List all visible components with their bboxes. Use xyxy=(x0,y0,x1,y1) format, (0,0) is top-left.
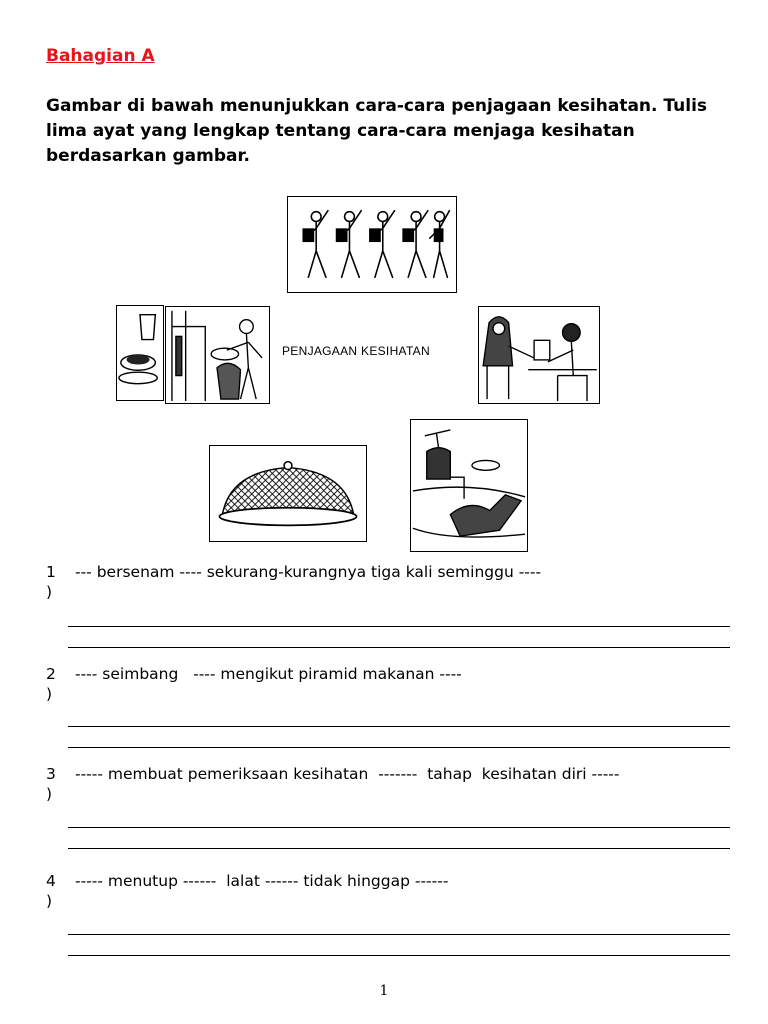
question-paren: ) xyxy=(46,892,53,910)
answer-line[interactable] xyxy=(68,747,730,748)
waste-disposal-icon xyxy=(165,306,270,404)
question-number: 4 xyxy=(46,872,56,890)
question-hint: --- bersenam ---- sekurang-kurangnya tiga kali seminggu ---- xyxy=(75,563,542,581)
answer-line[interactable] xyxy=(68,827,730,828)
page-number: 1 xyxy=(379,983,389,999)
instruction-text: Gambar di bawah menunjukkan cara-cara penjagaan kesihatan. Tulis lima ayat yang lengkap tentang cara-cara menjaga kesihatan berdasarkan gambar. xyxy=(46,96,708,166)
question-paren: ) xyxy=(46,583,53,601)
question-number: 2 xyxy=(46,665,56,683)
question-number: 3 xyxy=(46,765,56,783)
answer-line[interactable] xyxy=(68,647,730,648)
exercise-group-icon xyxy=(287,196,457,293)
hand-washing-icon xyxy=(410,419,528,552)
medical-checkup-icon xyxy=(478,306,600,404)
question-number: 1 xyxy=(46,563,56,581)
answer-line[interactable] xyxy=(68,726,730,727)
question-hint: ---- seimbang ---- mengikut piramid makanan ---- xyxy=(75,665,462,683)
question-hint: ----- menutup ------ lalat ------ tidak hinggap ------ xyxy=(75,872,449,890)
food-cover-icon xyxy=(209,445,367,542)
question-hint: ----- membuat pemeriksaan kesihatan ------- tahap kesihatan diri ----- xyxy=(75,765,620,783)
answer-line[interactable] xyxy=(68,626,730,627)
balanced-meal-icon xyxy=(116,305,164,401)
question-paren: ) xyxy=(46,785,53,803)
answer-line[interactable] xyxy=(68,934,730,935)
question-paren: ) xyxy=(46,685,53,703)
diagram-center-label: PENJAGAAN KESIHATAN xyxy=(282,344,430,358)
answer-line[interactable] xyxy=(68,848,730,849)
answer-line[interactable] xyxy=(68,955,730,956)
section-heading: Bahagian A xyxy=(46,46,155,66)
